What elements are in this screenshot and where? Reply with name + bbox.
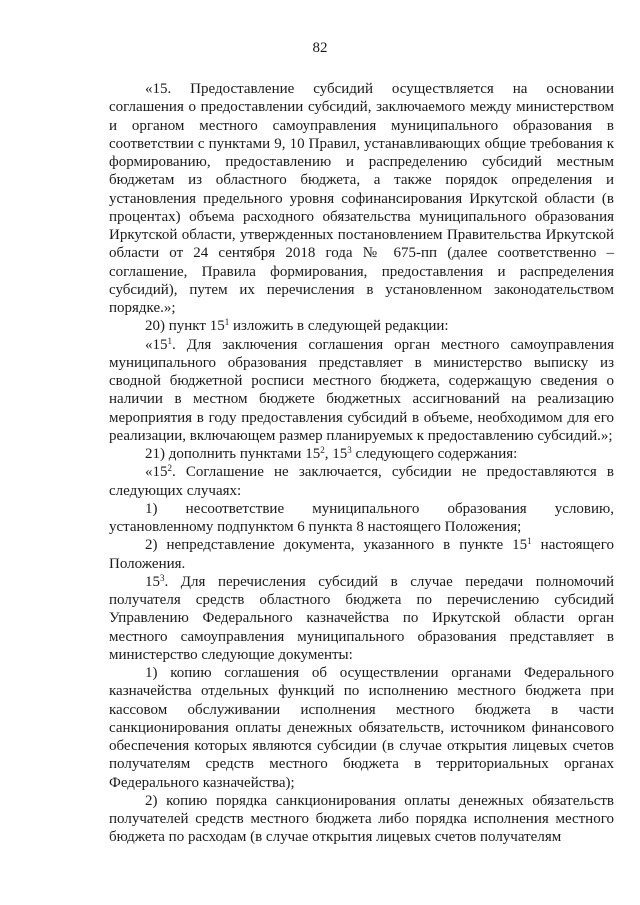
- text-run: настоящего Положения.: [109, 537, 614, 572]
- text-run: изложить в следующей редакции:: [229, 318, 449, 335]
- paragraph: [109, 792, 614, 847]
- superscript: 1: [527, 536, 532, 547]
- superscript: 3: [347, 445, 352, 455]
- text-run: «15: [145, 336, 168, 353]
- text-run: 1) копию соглашения об осуществлении органами Федерального казначейства отдельных функций по исполнению местного бюджета при кассовом обслуживании исполнения местного бюджета в части санкционирования оплаты денежных обязательств, источником финансового обеспечения которых являются субсидии (в случае открытия лицевых счетов получателям средств местного бюджета в территориальных органах Федерального казначейства);: [109, 665, 614, 791]
- paragraph: [109, 463, 614, 500]
- superscript: 2: [167, 463, 172, 474]
- superscript: 2: [320, 445, 325, 455]
- text-run: 2) копию порядка санкционирования оплаты денежных обязательств получателей средств местного бюджета либо порядка исполнения местного бюджета по расходам (в случае открытия лицевых счетов получателям: [109, 792, 614, 846]
- paragraph: [109, 445, 614, 463]
- text-run: . Для перечисления субсидий в случае передачи полномочий получателя средств областного бюджета по перечислению субсидий Управлению Федерального казначейства по Иркутской области орган местного самоуправления муниципального образования представляет в министерство следующие документы:: [109, 573, 614, 663]
- text-run: «15: [145, 464, 168, 481]
- superscript: 1: [167, 335, 172, 346]
- text-run: , 15: [324, 446, 348, 462]
- page-number: 82: [312, 40, 328, 56]
- text-run: «15. Предоставление субсидий осуществляется на основании соглашения о предоставлении субсидий, заключаемого между министерством и органом местного самоуправления муниципального образования в соответствии с пунктами 9, 10 Правил, устанавливающих общие требования к формированию, предоставлению и распределению субсидий местным бюджетам из областного бюджета, а также порядок определения и установления предельного уровня софинансирования Иркутской области (в процентах) объема расходного обязательства муниципального образования Иркутской области, утвержденных постановлением Правительства Иркутской области от 24 сентября 2018 года № 675-пп (далее соответственно – соглашение, Правила формирования, предоставления и распределения субсидий), путем их перечисления в установленном законодательством порядке.»;: [109, 81, 614, 316]
- document-body: [109, 80, 614, 847]
- paragraph: [109, 336, 614, 446]
- text-run: следующего содержания:: [351, 446, 518, 462]
- paragraph: [109, 536, 614, 573]
- superscript: 3: [160, 572, 165, 583]
- paragraph: [109, 500, 614, 537]
- text-run: 1) несоответствие муниципального образования условию, установленному подпунктом 6 пункта 8 настоящего Положения;: [109, 500, 614, 535]
- paragraph: [109, 664, 614, 792]
- text-run: . Для заключения соглашения орган местного самоуправления муниципального образования представляет в министерство выписку из сводной бюджетной росписи местного бюджета, содержащую сведения о наличии в местном бюджете бюджетных ассигнований на реализацию мероприятия в году предоставления субсидий в объеме, необходимом для его реализации, включающем размер планируемых к предоставлению субсидий.»;: [109, 336, 614, 444]
- text-run: 21) дополнить пунктами 15: [145, 446, 321, 462]
- paragraph: [109, 573, 614, 664]
- text-run: 20) пункт 15: [145, 318, 225, 335]
- text-run: . Соглашение не заключается, субсидии не предоставляются в следующих случаях:: [109, 464, 614, 499]
- paragraph: [109, 317, 614, 335]
- text-run: 2) непредставление документа, указанного в пункте 15: [145, 537, 528, 554]
- paragraph: [109, 80, 614, 317]
- text-run: 15: [145, 573, 160, 590]
- superscript: 1: [224, 317, 230, 328]
